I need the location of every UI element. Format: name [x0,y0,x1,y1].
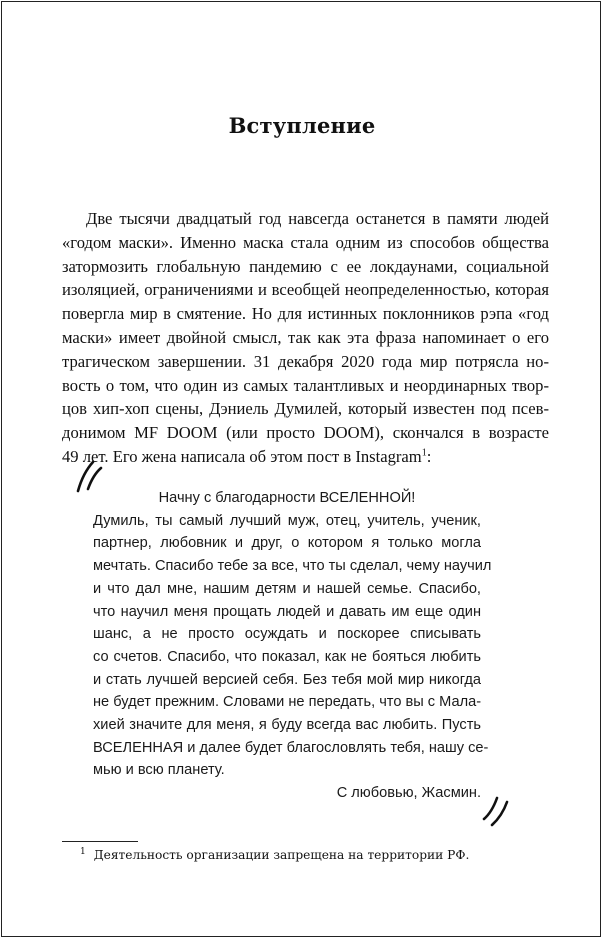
body-line: вость о том, что один из самых талантливых и неординарных твор- [62,375,549,395]
quote-line: и стать лучшей версией себя. Без тебя мой мир никогда [93,671,481,688]
body-line: маски» имеет двойной смысл, так как эта фраза напоминает о его [62,327,549,347]
quote-line: не будет прежним. Словами не передать, что вы с Мала- [93,694,482,711]
quote-line: мью и всю планету. [93,762,225,779]
quote-line: хией значите для меня, я буду всегда вас любить. Пусть [93,717,481,734]
body-line: затормозить глобальную пандемию с ее локдаунами, социальной [62,256,549,276]
quote-line: ВСЕЛЕННАЯ и далее будет благословлять тебя, нашу се- [93,739,489,756]
body-line: изоляцией, ограничениями и всеобщей неопределенностью, которая [62,280,549,300]
body-line [62,445,549,469]
body-line: трагическом завершении. 31 декабря 2020 года мир потрясла но- [62,351,549,371]
quote-line: и что дал мне, нашим детям и нашей семье. Спасибо, [93,580,481,597]
closing-quote-mark-icon [481,792,511,830]
body-last-colon: : [426,446,432,466]
quote-line: мечтать. Спасибо тебе за все, что ты сделал, чему научил [93,558,492,575]
body-line: «годом маски». Именно маска стала одним из способов общества [62,232,549,252]
quote-line: Думиль, ты самый лучший муж, отец, учитель, ученик, [93,512,481,529]
body-line: Две тысячи двадцатый год навсегда останется в памяти людей [86,209,549,228]
quote-line: что научил меня прощать людей и давать им еще один [93,603,481,620]
quote-signature: С любовью, Жасмин. [336,785,481,802]
body-line: цов хип-хоп сцены, Дэниель Думилей, который известен под псев- [62,399,549,419]
footnote-text: Деятельность организации запрещена на территории РФ. [93,848,470,862]
body-line: донимом MF DOOM (или просто DOOM), скончался в возрасте [62,423,549,443]
quote-line: со счетов. Спасибо, что показал, как не бояться любить [93,648,481,665]
footnote-reference: 1 [421,447,427,459]
chapter-title: Вступление [228,113,376,138]
quote-line: партнер, любовник и друг, о котором я только могла [93,535,481,552]
footnote-number: 1 [80,846,86,857]
body-last-text: 49 лет. Его жена написала об этом пост в Instagram [62,446,422,466]
footnote [62,846,542,864]
quoted-post [93,487,492,805]
footnote-divider [62,841,138,842]
body-paragraph [62,207,549,469]
quote-line: Начну с благодарности ВСЕЛЕННОЙ! [158,490,416,506]
quote-line: шанс, а не просто осуждать и поскорее списывать [93,626,481,643]
body-line: повергла мир в смятение. Но для истинных поклонников рэпа «год [62,304,549,324]
